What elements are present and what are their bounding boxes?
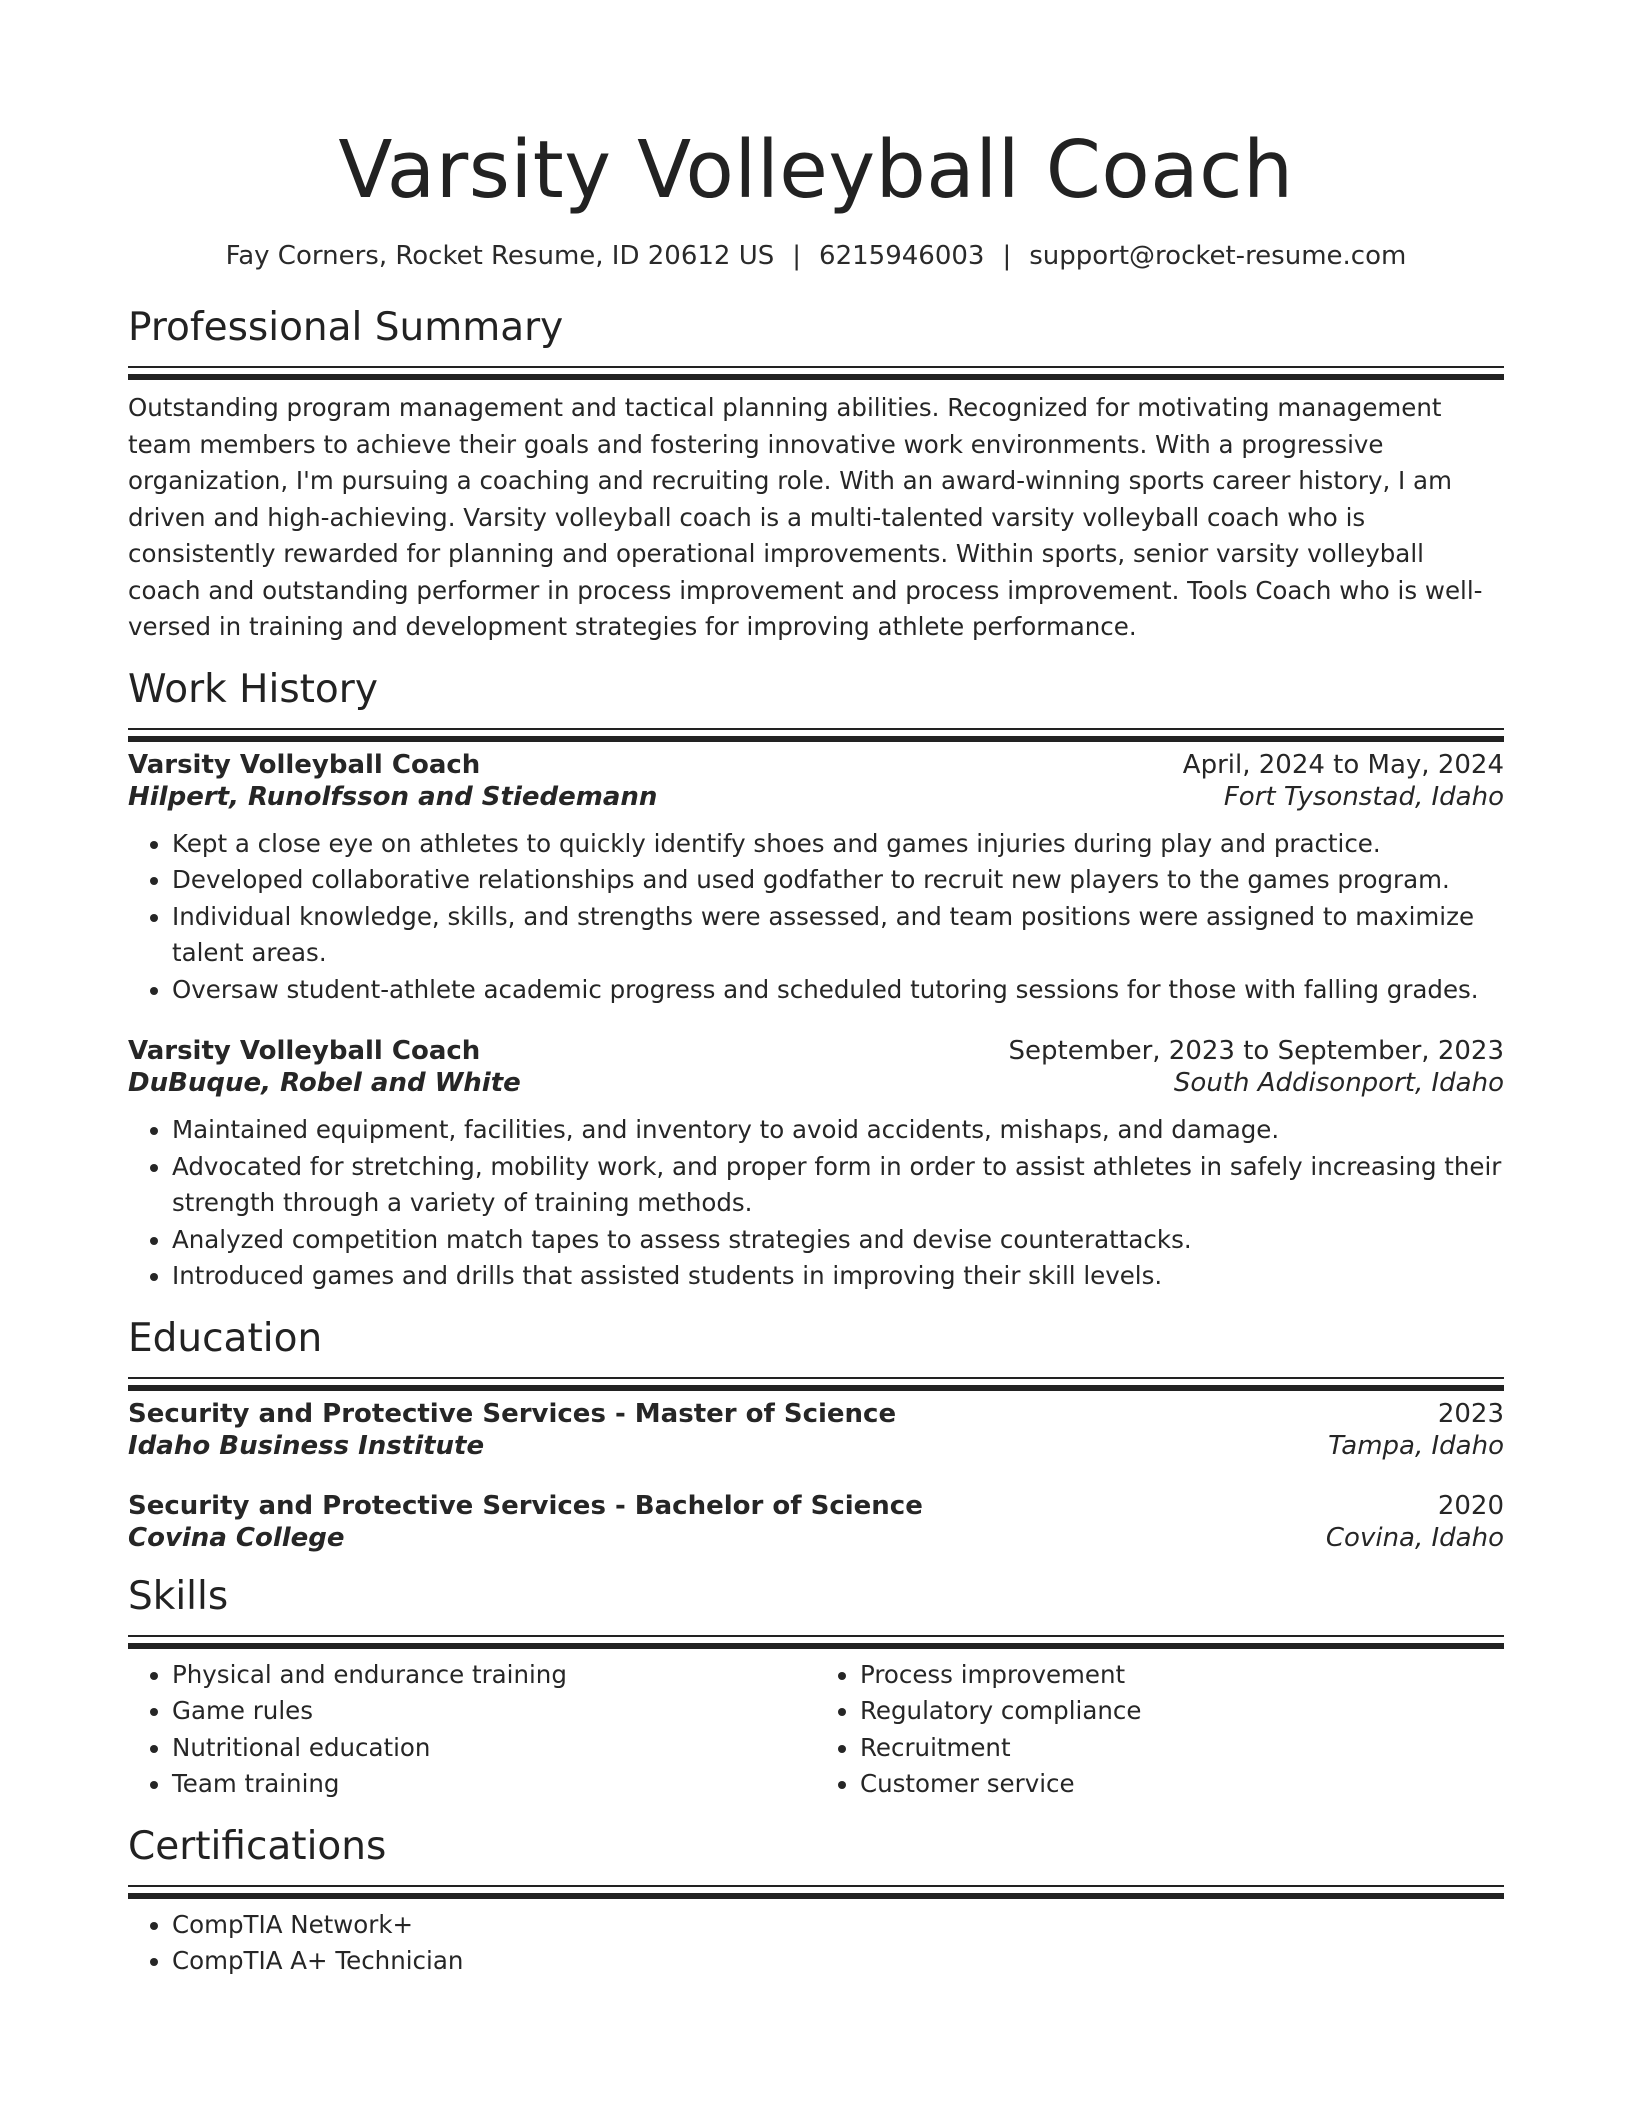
education-entry [128,1491,1504,1553]
education-degree: Security and Protective Services - Master of Science [128,1398,897,1429]
job-bullet: • Maintained equipment, facilities, and inventory to avoid accidents, mishaps, and damage. [172,1112,1504,1149]
education-school: Covina College [128,1522,345,1553]
job-title: Varsity Volleyball Coach [128,749,481,780]
certification-item: • CompTIA Network+ [172,1907,1504,1944]
skill-item: • Nutritional education [172,1730,816,1767]
job-entry [128,1036,1504,1295]
skills-columns [128,1651,1504,1803]
certification-item: • CompTIA A+ Technician [172,1943,1504,1980]
job-entry [128,750,1504,1009]
skill-item: • Game rules [172,1693,816,1730]
job-bullet: • Oversaw student-athlete academic progress and scheduled tutoring sessions for those with falling grades. [172,972,1504,1009]
education-school: Idaho Business Institute [128,1430,485,1461]
section-divider [128,728,1504,744]
education-location: Tampa, Idaho [1328,1430,1504,1461]
job-subheader [128,782,1504,812]
job-bullet: • Kept a close eye on athletes to quickly identify shoes and games injuries during play and practice. [172,826,1504,863]
skill-item: • Customer service [860,1766,1504,1803]
section-title-skills: Skills [128,1573,229,1619]
job-bullet: • Advocated for stretching, mobility work, and proper form in order to assist athletes in safely increasing their strength through a variety of training methods. [172,1149,1504,1222]
summary-section [128,302,1504,646]
section-divider [128,1635,1504,1651]
education-year: 2020 [1437,1490,1504,1521]
contact-separator: | [1002,241,1012,271]
job-bullet: • Analyzed competition match tapes to assess strategies and devise counterattacks. [172,1222,1504,1259]
job-company: Hilpert, Runolfsson and Stiedemann [128,781,658,812]
contact-email[interactable]: support@rocket-resume.com [1029,241,1407,271]
skill-item: • Physical and endurance training [172,1657,816,1694]
skills-list-left [128,1657,816,1803]
education-location: Covina, Idaho [1325,1522,1504,1553]
summary-text: Outstanding program management and tactical planning abilities. Recognized for motivating management team members to achieve their goals and fostering innovative work environments. With a progressive organization, I'm pursuing a coaching and recruiting role. With an award-winning sports career history, I am driven and high-achieving. Varsity volleyball coach is a multi-talented varsity volleyball coach who is consistently rewarded for planning and operational improvements. Within sports, senior varsity volleyball coach and outstanding performer in process improvement and process improvement. Tools Coach who is well-versed in training and development strategies for improving athlete performance. [128,393,1483,641]
education-degree: Security and Protective Services - Bachelor of Science [128,1490,923,1521]
certifications-list [128,1907,1504,1980]
skill-item: • Process improvement [860,1657,1504,1694]
section-title-certifications: Certifications [128,1823,387,1869]
candidate-name: Varsity Volleyball Coach [338,124,1294,216]
section-divider [128,1377,1504,1393]
job-dates: September, 2023 to September, 2023 [1008,1036,1504,1066]
job-bullet: • Individual knowledge, skills, and strengths were assessed, and team positions were assigned to maximize talent areas. [172,899,1504,972]
contact-phone: 6215946003 [819,241,985,271]
job-header [128,1036,1504,1066]
job-header [128,750,1504,780]
job-bullets [128,826,1504,1009]
section-title-education: Education [128,1315,323,1361]
job-title: Varsity Volleyball Coach [128,1036,481,1066]
certifications-section [128,1821,1504,1980]
job-bullet: • Developed collaborative relationships and used godfather to recruit new players to the games program. [172,862,1504,899]
education-subheader [128,1431,1504,1461]
skill-item: • Team training [172,1766,816,1803]
skills-list-right [816,1657,1504,1803]
contact-separator: | [792,241,802,271]
skill-item: • Recruitment [860,1730,1504,1767]
contact-line [128,238,1504,274]
education-header [128,1491,1504,1521]
job-subheader [128,1068,1504,1098]
job-bullets [128,1112,1504,1295]
education-section [128,1313,1504,1553]
section-title-summary: Professional Summary [128,305,564,350]
education-subheader [128,1523,1504,1553]
education-entry [128,1399,1504,1461]
job-dates: April, 2024 to May, 2024 [1182,749,1504,780]
job-location: South Addisonport, Idaho [1173,1068,1504,1098]
job-company: DuBuque, Robel and White [128,1068,521,1098]
skills-section [128,1571,1504,1803]
section-divider [128,366,1504,382]
job-bullet: • Introduced games and drills that assisted students in improving their skill levels. [172,1258,1504,1295]
section-divider [128,1885,1504,1901]
work-section [128,664,1504,1295]
section-title-work: Work History [128,666,378,712]
job-location: Fort Tysonstad, Idaho [1223,781,1504,812]
skill-item: • Regulatory compliance [860,1693,1504,1730]
contact-address: Fay Corners, Rocket Resume, ID 20612 US [225,241,775,271]
education-header [128,1399,1504,1429]
education-year: 2023 [1437,1398,1504,1429]
resume-content [128,0,1504,1980]
